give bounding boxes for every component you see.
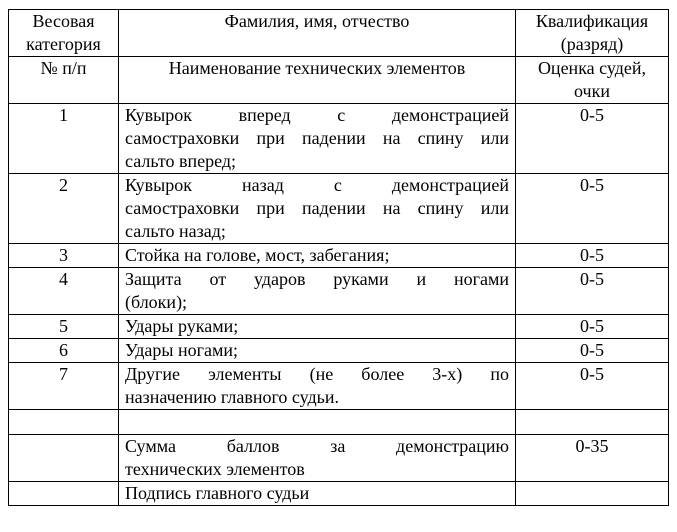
element-description <box>119 363 516 410</box>
element-description <box>119 104 516 174</box>
score-range: 0-5 <box>516 315 669 339</box>
row-number: 5 <box>9 315 119 339</box>
total-row <box>9 435 669 482</box>
signature-row <box>9 482 669 506</box>
score-range: 0-5 <box>516 268 669 315</box>
empty-cell[interactable] <box>516 410 669 435</box>
table-row <box>9 104 669 174</box>
subheader-row <box>9 57 669 104</box>
score-range: 0-5 <box>516 104 669 174</box>
element-name-label: Наименование технических элементов <box>168 58 466 78</box>
row-number: 7 <box>9 363 119 410</box>
total-line: Сумма баллов за демонстрацию <box>125 436 509 456</box>
description-line: самостраховки при падении на спину или <box>125 128 509 148</box>
full-name-header <box>119 10 516 57</box>
row-number: 6 <box>9 339 119 363</box>
table-row <box>9 268 669 315</box>
element-description <box>119 339 516 363</box>
row-number: 4 <box>9 268 119 315</box>
empty-cell[interactable] <box>119 410 516 435</box>
weight-category-line: Весовая <box>32 11 95 31</box>
score-range: 0-5 <box>516 174 669 244</box>
description-line: назначению главного судьи. <box>125 387 340 407</box>
element-description <box>119 315 516 339</box>
empty-row <box>9 410 669 435</box>
element-name-header <box>119 57 516 104</box>
total-description <box>119 435 516 482</box>
description-line: Кувырок назад с демонстрацией <box>125 175 509 195</box>
full-name-label: Фамилия, имя, отчество <box>224 11 410 31</box>
row-number: 1 <box>9 104 119 174</box>
row-number: 2 <box>9 174 119 244</box>
table-row <box>9 363 669 410</box>
description-line: Защита от ударов руками и ногами <box>125 269 509 289</box>
table-row <box>9 174 669 244</box>
empty-cell[interactable] <box>9 410 119 435</box>
table-row <box>9 244 669 268</box>
description-line: Удары руками; <box>125 316 239 336</box>
number-label: № п/п <box>40 58 87 78</box>
qualification-line: (разряд) <box>560 34 624 54</box>
weight-category-header <box>9 10 119 57</box>
description-line: Удары ногами; <box>125 340 238 360</box>
element-description <box>119 268 516 315</box>
description-line: сальто назад; <box>125 221 226 241</box>
judges-score-line: очки <box>574 81 610 101</box>
signature-label-cell <box>119 482 516 506</box>
weight-category-line: категория <box>26 34 101 54</box>
empty-cell <box>9 435 119 482</box>
table-row <box>9 315 669 339</box>
element-description <box>119 244 516 268</box>
element-description <box>119 174 516 244</box>
qualification-header <box>516 10 669 57</box>
header-row <box>9 10 669 57</box>
total-score-range: 0-35 <box>516 435 669 482</box>
row-number: 3 <box>9 244 119 268</box>
technical-elements-table <box>8 9 669 506</box>
number-header <box>9 57 119 104</box>
qualification-line: Квалификация <box>535 11 649 31</box>
total-line: технических элементов <box>125 459 305 479</box>
table-row <box>9 339 669 363</box>
signature-label: Подпись главного судьи <box>125 483 310 503</box>
description-line: (блоки); <box>125 292 188 312</box>
score-range: 0-5 <box>516 244 669 268</box>
score-range: 0-5 <box>516 363 669 410</box>
signature-field[interactable] <box>516 482 669 506</box>
description-line: Кувырок вперед с демонстрацией <box>125 105 509 125</box>
empty-cell <box>9 482 119 506</box>
judges-score-header <box>516 57 669 104</box>
judges-score-line: Оценка судей, <box>537 58 647 78</box>
description-line: самостраховки при падении на спину или <box>125 198 509 218</box>
description-line: Стойка на голове, мост, забегания; <box>125 245 390 265</box>
description-line: сальто вперед; <box>125 151 237 171</box>
description-line: Другие элементы (не более 3-х) по <box>125 364 509 384</box>
score-range: 0-5 <box>516 339 669 363</box>
